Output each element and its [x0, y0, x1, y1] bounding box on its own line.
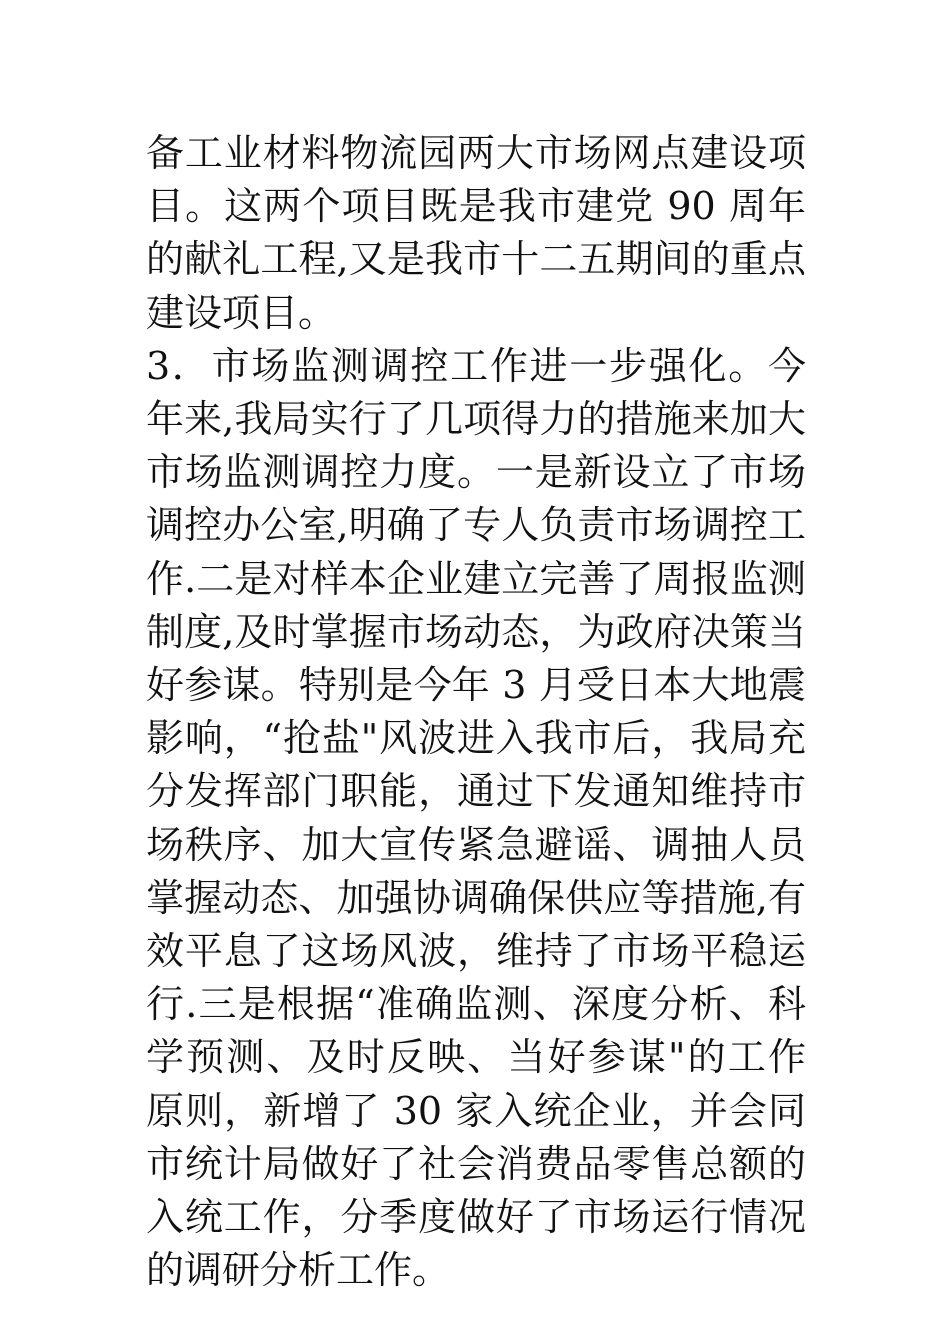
paragraph-market-monitoring: 3．市场监测调控工作进一步强化。今年来,我局实行了几项得力的措施来加大市场监测调控力度。一是新设立了市场调控办公室,明确了专人负责市场调控工作.二是对样本企业建立完善了周报监测制度,及时掌握市场动态，为政府决策当好参谋。特别是今年 3 月受日本大地震影响，“抢盐"风波进入我市后，我局充分发挥部门职能，通过下发通知维持市场秩序、加大宣传紧急避谣、调抽人员掌握动态、加强协调确保供应等措施,有效平息了这场风波，维持了市场平稳运行.三是根据“准确监测、深度分析、科学预测、及时反映、当好参谋"的工作原则，新增了 30 家入统企业，并会同市统计局做好了社会消费品零售总额的入统工作，分季度做好了市场运行情况的调研分析工作。 — [146, 343, 806, 1293]
paragraph-project-summary: 备工业材料物流园两大市场网点建设项目。这两个项目既是我市建党 90 周年的献礼工程,又是我市十二五期间的重点建设项目。 — [146, 131, 806, 335]
document-body — [146, 127, 806, 1297]
